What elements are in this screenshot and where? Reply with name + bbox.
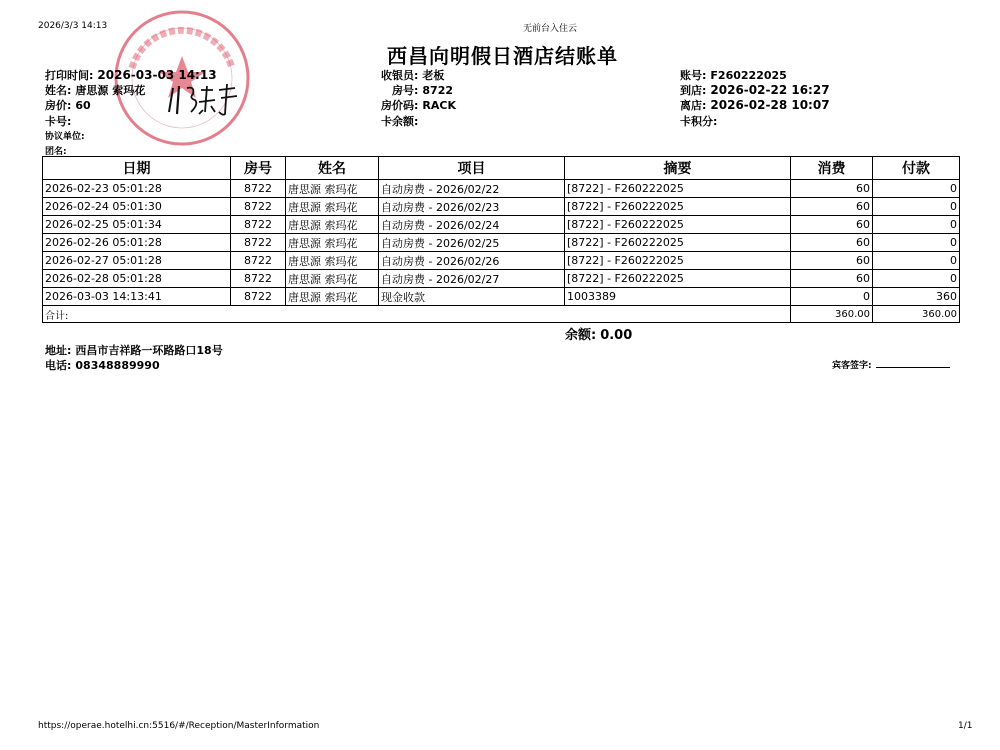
cell-name: 唐思源 索玛花 (286, 198, 379, 216)
cell-payment: 0 (873, 216, 960, 234)
cell-consume: 60 (791, 234, 873, 252)
card-balance-field (381, 113, 422, 129)
cell-consume: 60 (791, 180, 873, 198)
cell-date: 2026-02-28 05:01:28 (43, 270, 231, 288)
guest-name-value: 唐思源 索玛花 (75, 84, 146, 97)
col-header-name: 姓名 (286, 157, 379, 180)
col-header-summary: 摘要 (565, 157, 791, 180)
rate-code-label: 房价码: (381, 99, 419, 112)
card-no-label: 卡号: (45, 115, 72, 128)
cell-consume: 60 (791, 216, 873, 234)
page-url: https://operae.hotelhi.cn:5516/#/Reception/MasterInformation (38, 721, 320, 731)
arrival-label: 到店: (680, 84, 707, 97)
guest-name-field (45, 82, 145, 98)
cell-payment: 360 (873, 288, 960, 306)
table-row (43, 216, 960, 234)
card-balance-label: 卡余额: (381, 115, 419, 128)
cell-room: 8722 (231, 270, 286, 288)
cell-payment: 0 (873, 252, 960, 270)
cell-room: 8722 (231, 234, 286, 252)
table-row (43, 198, 960, 216)
arrival-field (680, 82, 830, 98)
print-datetime: 2026/3/3 14:13 (38, 21, 108, 31)
cashier-value: 老板 (422, 69, 445, 82)
room-no-field (392, 82, 453, 98)
rate-code-field (381, 97, 456, 113)
print-time-label: 打印时间: (45, 69, 94, 82)
cell-summary: [8722] - F260222025 (565, 198, 791, 216)
page-number: 1/1 (958, 721, 973, 731)
cell-item: 自动房费 - 2026/02/25 (379, 234, 565, 252)
guest-name-label: 姓名: (45, 84, 72, 97)
col-header-payment: 付款 (873, 157, 960, 180)
cell-summary: 1003389 (565, 288, 791, 306)
cell-summary: [8722] - F260222025 (565, 252, 791, 270)
cell-date: 2026-02-27 05:01:28 (43, 252, 231, 270)
phone-value: 08348889990 (75, 359, 160, 372)
card-points-label: 卡积分: (680, 115, 718, 128)
table-row (43, 270, 960, 288)
room-price-field (45, 97, 91, 113)
cell-name: 唐思源 索玛花 (286, 180, 379, 198)
account-no-value: F260222025 (710, 69, 787, 82)
agreement-unit-field (45, 129, 89, 142)
room-price-label: 房价: (45, 99, 72, 112)
total-consume: 360.00 (791, 306, 873, 323)
cell-consume: 60 (791, 198, 873, 216)
departure-value: 2026-02-28 10:07 (710, 98, 830, 112)
cell-date: 2026-02-24 05:01:30 (43, 198, 231, 216)
guest-signature-label: 宾客签字: (832, 361, 872, 371)
cell-name: 唐思源 索玛花 (286, 270, 379, 288)
col-header-room: 房号 (231, 157, 286, 180)
cell-summary: [8722] - F260222025 (565, 234, 791, 252)
departure-field (680, 97, 830, 113)
cell-item: 现金收款 (379, 288, 565, 306)
total-payment: 360.00 (873, 306, 960, 323)
cell-summary: [8722] - F260222025 (565, 216, 791, 234)
balance-label: 余额: (565, 328, 597, 343)
cell-room: 8722 (231, 252, 286, 270)
cell-consume: 60 (791, 270, 873, 288)
phone-field (45, 357, 160, 373)
table-row (43, 288, 960, 306)
cell-name: 唐思源 索玛花 (286, 216, 379, 234)
account-no-field (680, 67, 787, 83)
departure-label: 离店: (680, 99, 707, 112)
handwritten-signature (165, 78, 245, 118)
cell-name: 唐思源 索玛花 (286, 288, 379, 306)
col-header-consume: 消费 (791, 157, 873, 180)
balance-value: 0.00 (600, 328, 633, 343)
agreement-unit-label: 协议单位: (45, 132, 85, 142)
cell-payment: 0 (873, 198, 960, 216)
account-no-label: 账号: (680, 69, 707, 82)
cell-name: 唐思源 索玛花 (286, 252, 379, 270)
balance-field (565, 324, 632, 343)
cashier-field (381, 67, 444, 83)
address-field (45, 342, 223, 358)
cell-date: 2026-02-26 05:01:28 (43, 234, 231, 252)
cell-consume: 0 (791, 288, 873, 306)
address-label: 地址: (45, 344, 72, 357)
cell-item: 自动房费 - 2026/02/23 (379, 198, 565, 216)
total-label: 合计: (43, 306, 791, 323)
rate-code-value: RACK (422, 99, 456, 112)
cell-name: 唐思源 索玛花 (286, 234, 379, 252)
cashier-label: 收银员: (381, 69, 419, 82)
cell-payment: 0 (873, 234, 960, 252)
col-header-date: 日期 (43, 157, 231, 180)
cell-date: 2026-02-23 05:01:28 (43, 180, 231, 198)
arrival-value: 2026-02-22 16:27 (710, 83, 830, 97)
cell-item: 自动房费 - 2026/02/27 (379, 270, 565, 288)
print-time-value: 2026-03-03 14:13 (97, 68, 217, 82)
table-row (43, 234, 960, 252)
cell-date: 2026-03-03 14:13:41 (43, 288, 231, 306)
cell-payment: 0 (873, 180, 960, 198)
cell-item: 自动房费 - 2026/02/24 (379, 216, 565, 234)
cell-room: 8722 (231, 216, 286, 234)
room-price-value: 60 (75, 99, 91, 112)
col-header-item: 项目 (379, 157, 565, 180)
phone-label: 电话: (45, 359, 72, 372)
address-value: 西昌市吉祥路一环路路口18号 (75, 344, 223, 357)
app-name: 无前台入住云 (523, 24, 578, 34)
guest-signature-line (876, 357, 950, 368)
total-row (43, 306, 960, 323)
bill-title: 西昌向明假日酒店结账单 (387, 44, 618, 68)
cell-payment: 0 (873, 270, 960, 288)
room-no-label: 房号: (392, 84, 419, 97)
cell-summary: [8722] - F260222025 (565, 180, 791, 198)
group-name-label: 团名: (45, 147, 67, 157)
room-no-value: 8722 (422, 84, 454, 97)
cell-item: 自动房费 - 2026/02/22 (379, 180, 565, 198)
cell-summary: [8722] - F260222025 (565, 270, 791, 288)
cell-consume: 60 (791, 252, 873, 270)
cell-room: 8722 (231, 180, 286, 198)
table-row (43, 180, 960, 198)
print-time-field (45, 67, 217, 83)
guest-signature-field (832, 357, 950, 371)
cell-item: 自动房费 - 2026/02/26 (379, 252, 565, 270)
cell-room: 8722 (231, 288, 286, 306)
table-row (43, 252, 960, 270)
card-points-field (680, 113, 721, 129)
bill-table (42, 156, 960, 323)
cell-room: 8722 (231, 198, 286, 216)
table-header-row (43, 157, 960, 180)
card-no-field (45, 113, 75, 129)
cell-date: 2026-02-25 05:01:34 (43, 216, 231, 234)
